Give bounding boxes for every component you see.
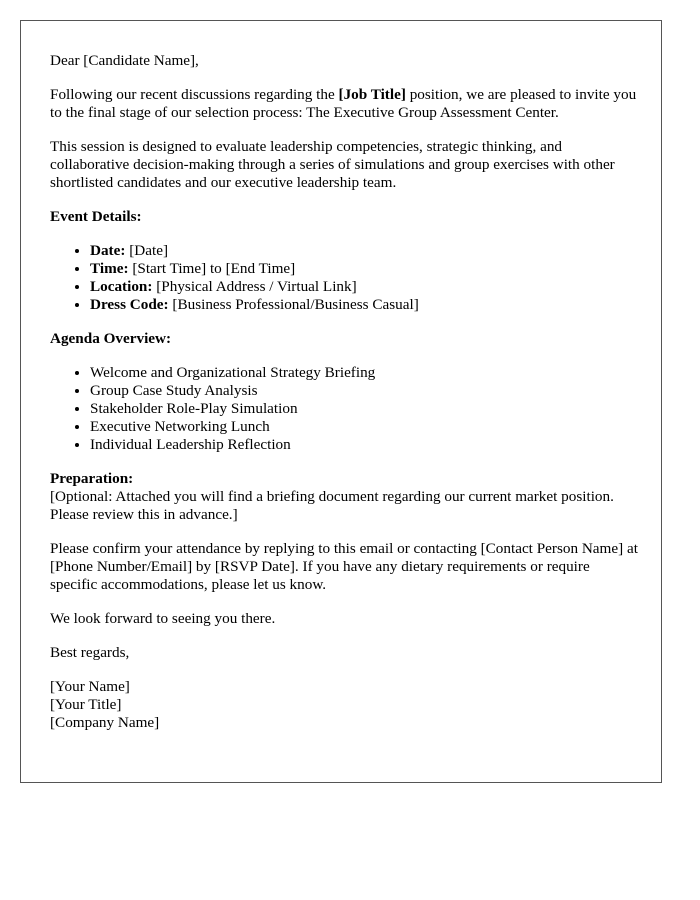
agenda-item: • Welcome and Organizational Strategy Briefing [90,364,640,382]
event-detail-label: Location: [90,278,153,295]
preparation-text: [Optional: Attached you will find a briefing document regarding our current market position. Please review this in advance.] [50,488,614,523]
intro-paragraph [50,86,640,122]
event-detail-value: [Physical Address / Virtual Link] [152,278,357,295]
signature-block [50,678,640,732]
event-detail-label: Date: [90,242,126,259]
agenda-item: • Stakeholder Role-Play Simulation [90,400,640,418]
job-title-placeholder: [Job Title] [338,86,406,103]
sign-off: Best regards, [50,644,130,661]
letter-frame [20,20,662,783]
closing-line: We look forward to seeing you there. [50,610,276,627]
event-details-heading: Event Details: [50,208,142,225]
event-detail-value: [Date] [125,242,169,259]
agenda-list [50,364,640,454]
rsvp-paragraph: Please confirm your attendance by replying to this email or contacting [Contact Person Name] at [Phone Number/Email] by [RSVP Date]. If you have any dietary requirements or require specific accommodations, please let us know. [50,540,638,593]
intro-text-after: position, we are pleased to invite you to the final stage of our selection process: The Executive Group Assessment Center. [50,86,637,121]
greeting: Dear [Candidate Name], [50,52,199,69]
signature-name: [Your Name] [50,678,130,695]
event-detail-label: Dress Code: [90,296,169,313]
letter-body [50,52,640,748]
agenda-item: • Executive Networking Lunch [90,418,640,436]
event-detail-date [90,242,640,260]
event-detail-time [90,260,640,278]
agenda-item: • Individual Leadership Reflection [90,436,640,454]
event-detail-label: Time: [90,260,129,277]
signature-company: [Company Name] [50,714,160,731]
event-detail-value: [Business Professional/Business Casual] [168,296,419,313]
description-paragraph: This session is designed to evaluate leadership competencies, strategic thinking, and collaborative decision-making through a series of simulations and group exercises with other shortlisted candidates and our executive leadership team. [50,138,615,191]
signature-title: [Your Title] [50,696,122,713]
event-details-list [50,242,640,314]
intro-text-before: Following our recent discussions regarding the [50,86,339,103]
event-detail-value: [Start Time] to [End Time] [128,260,296,277]
agenda-heading: Agenda Overview: [50,330,172,347]
preparation-heading: Preparation: [50,470,134,487]
preparation-section [50,470,640,524]
agenda-item: • Group Case Study Analysis [90,382,640,400]
event-detail-location [90,278,640,296]
event-detail-dress-code [90,296,640,314]
